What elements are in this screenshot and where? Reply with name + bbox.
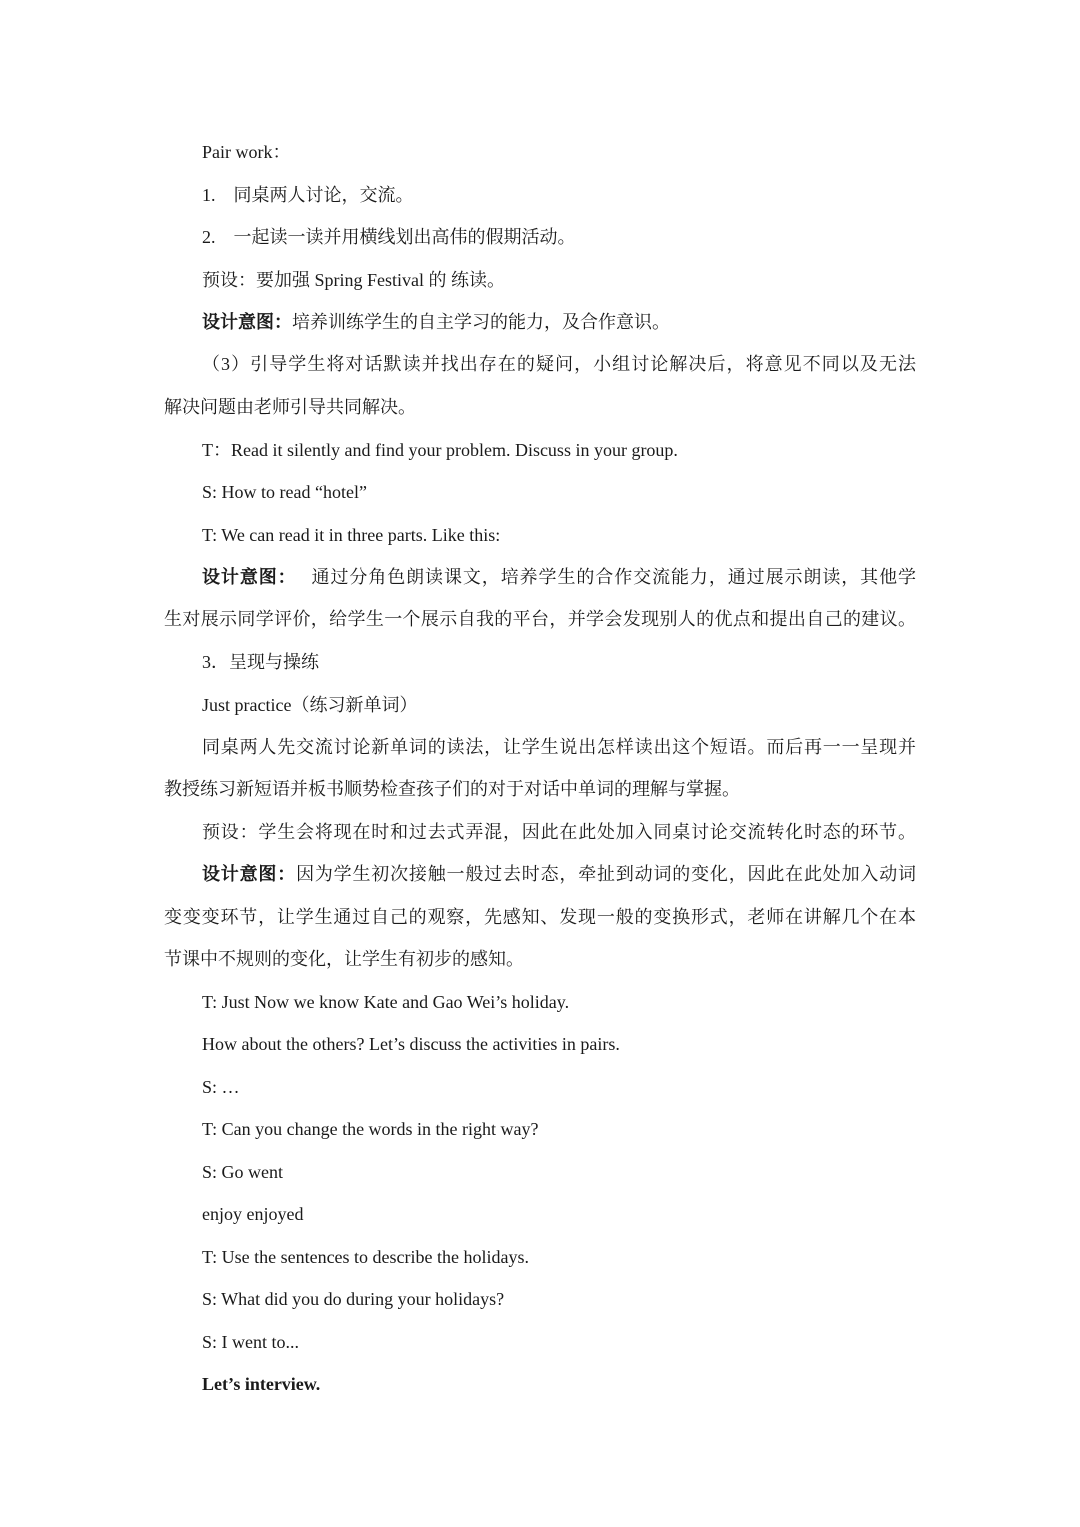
practice-para-line-1: 同桌两人先交流讨论新单词的读法，让学生说出怎样读出这个短语。而后再一一呈现并 <box>202 737 916 757</box>
design-intent-label: 设计意图： <box>202 312 292 332</box>
design-intent-label: 设计意图： <box>202 567 297 587</box>
design-intent-3-line-3: 节课中不规则的变化，让学生有初步的感知。 <box>164 949 524 969</box>
step-1: 1. 同桌两人讨论，交流。 <box>202 185 414 205</box>
design-intent-3-line-1: 设计意图：因为学生初次接触一般过去时态，牵扯到动词的变化，因此在此处加入动词 <box>202 864 917 884</box>
dialogue-student-2: S: … <box>202 1077 240 1097</box>
dialogue-student-1: S: How to read “hotel” <box>202 482 367 502</box>
section-3-heading: 3．呈现与操练 <box>202 652 319 672</box>
step-2: 2. 一起读一读并用横线划出高伟的假期活动。 <box>202 227 576 247</box>
pair-work-heading: Pair work： <box>202 142 291 162</box>
lets-interview-heading: Let’s interview. <box>202 1374 321 1394</box>
dialogue-student-3: S: Go went <box>202 1162 283 1182</box>
instruction-3-line-2: 解决问题由老师引导共同解决。 <box>164 397 416 417</box>
dialogue-teacher-2: T: We can read it in three parts. Like this: <box>202 525 501 545</box>
dialogue-teacher-3: T: Just Now we know Kate and Gao Wei’s holiday. <box>202 992 570 1012</box>
preset-note-2: 预设：学生会将现在时和过去式弄混，因此在此处加入同桌讨论交流转化时态的环节。 <box>202 822 916 842</box>
instruction-3-line-1: （3）引导学生将对话默读并找出存在的疑问，小组讨论解决后，将意见不同以及无法 <box>202 354 916 374</box>
design-intent-1: 设计意图：培养训练学生的自主学习的能力，及合作意识。 <box>202 312 670 332</box>
practice-para-line-2: 教授练习新短语并板书顺势检查孩子们的对于对话中单词的理解与掌握。 <box>164 779 740 799</box>
dialogue-teacher-1: T：Read it silently and find your problem. Discuss in your group. <box>202 440 678 460</box>
design-intent-3-line-2: 变变变环节，让学生通过自己的观察，先感知、发现一般的变换形式，老师在讲解几个在本 <box>164 907 916 927</box>
dialogue-teacher-3-cont: How about the others? Let’s discuss the activities in pairs. <box>202 1034 620 1054</box>
design-intent-2-line-2: 生对展示同学评价，给学生一个展示自我的平台，并学会发现别人的优点和提出自己的建议。 <box>164 609 916 629</box>
design-intent-2-line-1: 设计意图： 通过分角色朗读课文，培养学生的合作交流能力，通过展示朗读，其他学 <box>202 567 917 587</box>
dialogue-student-4: S: What did you do during your holidays? <box>202 1289 505 1309</box>
dialogue-student-5: S: I went to... <box>202 1332 299 1352</box>
dialogue-teacher-4: T: Can you change the words in the right way? <box>202 1119 539 1139</box>
design-intent-label: 设计意图： <box>202 864 297 884</box>
preset-note-1: 预设：要加强 Spring Festival 的 练读。 <box>202 270 506 290</box>
dialogue-student-3-cont: enjoy enjoyed <box>202 1204 304 1224</box>
just-practice-heading: Just practice（练习新单词） <box>202 695 418 715</box>
dialogue-teacher-5: T: Use the sentences to describe the holidays. <box>202 1247 530 1267</box>
